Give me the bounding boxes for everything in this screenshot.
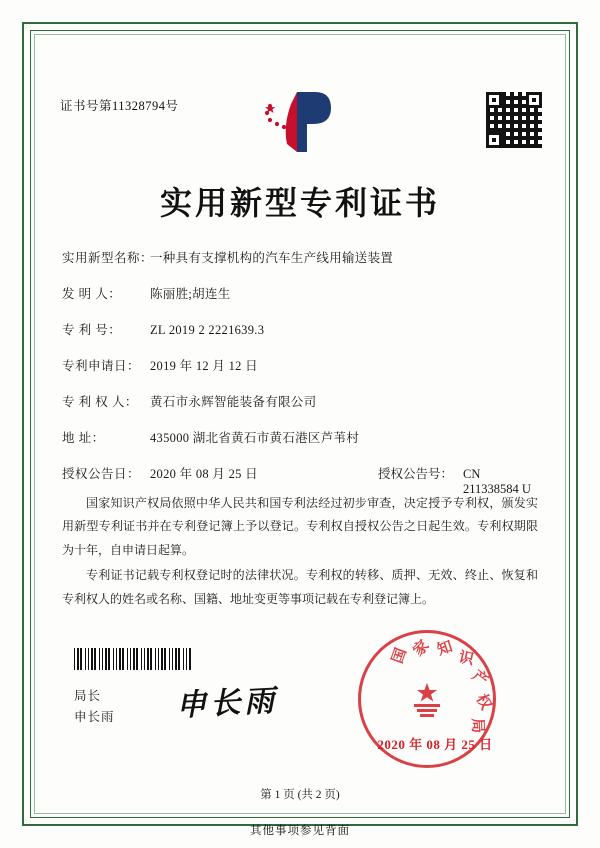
grant-number-label: 授权公告号： — [378, 467, 454, 481]
field-value: ZL 2019 2 2221639.3 — [150, 323, 265, 337]
grant-date-value: 2020 年 08 月 25 日 — [150, 467, 258, 481]
field-label: 专 利 权 人： — [62, 395, 138, 409]
field-row — [62, 284, 538, 302]
seal-date: 2020 年 08 月 25 日 — [377, 737, 493, 752]
fields-section — [62, 248, 538, 515]
field-label: 专利申请日： — [62, 359, 141, 373]
signature-role: 局长 — [74, 689, 102, 703]
field-label: 实用新型名称： — [62, 251, 154, 265]
field-value: 黄石市永辉智能装备有限公司 — [150, 395, 317, 409]
signature-block — [74, 686, 115, 729]
corner-ornament-top-left — [22, 22, 50, 50]
seal-char: 局 — [468, 717, 488, 734]
page-number: 第 1 页 (共 2 页) — [260, 789, 340, 801]
field-value: 435000 湖北省黄石市黄石港区芦苇村 — [150, 431, 360, 445]
field-row — [62, 248, 538, 266]
seal-char: 国 — [387, 645, 411, 666]
field-row — [62, 356, 538, 374]
seal-char: 家 — [409, 636, 433, 660]
corner-ornament-top-right — [550, 22, 578, 50]
seal-emblem-icon — [404, 681, 450, 721]
field-label: 专 利 号： — [62, 323, 122, 337]
field-row — [62, 392, 538, 410]
field-value: 2019 年 12 月 12 日 — [150, 359, 258, 373]
field-row — [62, 428, 538, 446]
grant-number-value: CN 211338584 U — [463, 467, 531, 496]
seal-char: 识 — [457, 647, 476, 669]
barcode-icon — [74, 648, 192, 670]
field-label: 地 址： — [62, 431, 105, 445]
qr-code-icon — [486, 92, 542, 148]
signature-name: 申长雨 — [74, 710, 115, 725]
field-row — [62, 320, 538, 338]
paragraph: 专利证书记载专利权登记时的法律状况。专利权的转移、质押、无效、终止、恢复和专利权人的姓名或名称、国籍、地址变更等事项记载在专利登记簿上。 — [62, 568, 538, 606]
paragraph: 国家知识产权局依照中华人民共和国专利法经过初步审查，决定授予专利权，颁发实用新型专利证书并在专利登记簿上予以登记。专利权自授权公告之日起生效。专利权期限为十年，自申请日起算。 — [62, 496, 538, 557]
seal-char: 产 — [468, 666, 492, 690]
field-value: 一种具有支撑机构的汽车生产线用输送装置 — [150, 251, 394, 265]
page-title: 实用新型专利证书 — [159, 184, 440, 222]
field-label: 发 明 人： — [62, 287, 122, 301]
field-value: 陈丽胜;胡连生 — [150, 287, 231, 301]
seal-char: 知 — [434, 637, 455, 659]
body-text — [62, 492, 538, 613]
seal-char: 权 — [472, 690, 496, 713]
certificate-number: 证书号第11328794号 — [60, 99, 179, 113]
footnote: 其他事项参见背面 — [250, 825, 350, 837]
cnipa-logo-icon — [257, 86, 343, 158]
handwritten-signature: 申长雨 — [175, 683, 280, 724]
grant-date-label: 授权公告日： — [62, 467, 141, 481]
